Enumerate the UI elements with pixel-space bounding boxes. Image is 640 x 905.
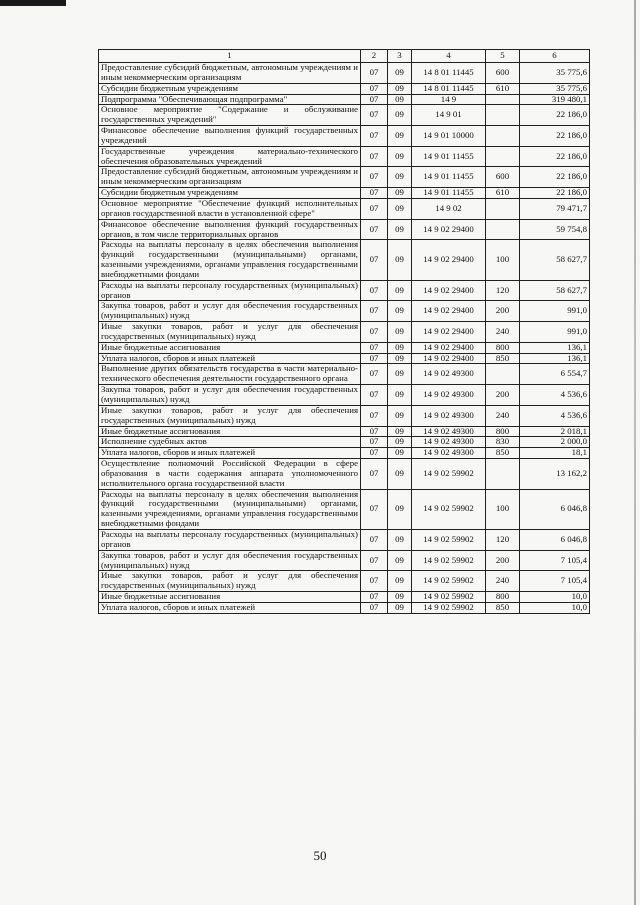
amount-cell: 2 000,0 [520,437,590,448]
section-code-cell: 07 [361,448,388,459]
row-name-cell: Исполнение судебных актов [99,437,361,448]
table-row [99,459,590,490]
header-cell: 5 [486,50,520,63]
table-header-row [99,50,590,63]
amount-cell: 991,0 [520,301,590,322]
expense-type-cell: 120 [486,280,520,301]
amount-cell: 136,1 [520,342,590,353]
subsection-code-cell: 09 [388,105,412,126]
row-name-cell: Расходы на выплаты персоналу государственных (муниципальных) органов [99,529,361,550]
subsection-code-cell: 09 [388,83,412,94]
amount-cell: 58 627,7 [520,240,590,280]
amount-cell: 6 554,7 [520,364,590,385]
section-code-cell: 07 [361,167,388,188]
expense-type-cell: 600 [486,167,520,188]
table-row [99,342,590,353]
row-name-cell: Осуществление полномочий Российской Федерации в сфере образования в части содержания аппарата уполномоченного исполнительного органа государственной власти [99,459,361,490]
section-code-cell: 07 [361,459,388,490]
amount-cell: 6 046,8 [520,529,590,550]
section-code-cell: 07 [361,146,388,167]
target-article-cell: 14 9 02 [412,198,486,219]
section-code-cell: 07 [361,94,388,105]
table-row [99,94,590,105]
table-row [99,280,590,301]
table-row [99,405,590,426]
row-name-cell: Иные закупки товаров, работ и услуг для обеспечения государственных (муниципальных) нужд [99,571,361,592]
page-number: 50 [313,848,327,863]
amount-cell: 4 536,6 [520,405,590,426]
table-row [99,437,590,448]
expense-type-cell [486,219,520,240]
row-name-cell: Иные бюджетные ассигнования [99,592,361,603]
section-code-cell: 07 [361,322,388,343]
target-article-cell: 14 9 02 29400 [412,322,486,343]
budget-table [98,49,590,614]
table-row [99,219,590,240]
amount-cell: 4 536,6 [520,385,590,406]
table-row [99,240,590,280]
amount-cell: 35 775,6 [520,83,590,94]
subsection-code-cell: 09 [388,353,412,364]
expense-type-cell: 200 [486,301,520,322]
header-cell: 4 [412,50,486,63]
section-code-cell: 07 [361,63,388,84]
table-row [99,592,590,603]
amount-cell: 6 046,8 [520,489,590,529]
expense-type-cell: 100 [486,489,520,529]
amount-cell: 22 186,0 [520,188,590,199]
section-code-cell: 07 [361,353,388,364]
subsection-code-cell: 09 [388,571,412,592]
table-row [99,63,590,84]
target-article-cell: 14 9 02 59902 [412,529,486,550]
row-name-cell: Государственные учреждения материально-технического обеспечения образовательных учреждений [99,146,361,167]
row-name-cell: Расходы на выплаты персоналу в целях обеспечения выполнения функций государственными (муниципальными) органами, казенными учреждениями, органами управления государственными внебюджетными фондами [99,240,361,280]
subsection-code-cell: 09 [388,529,412,550]
expense-type-cell: 830 [486,437,520,448]
table-row [99,426,590,437]
target-article-cell: 14 9 02 59902 [412,489,486,529]
expense-type-cell: 610 [486,188,520,199]
table-row [99,126,590,147]
target-article-cell: 14 9 02 49300 [412,426,486,437]
row-name-cell: Иные бюджетные ассигнования [99,342,361,353]
section-code-cell: 07 [361,219,388,240]
section-code-cell: 07 [361,550,388,571]
section-code-cell: 07 [361,364,388,385]
subsection-code-cell: 09 [388,385,412,406]
subsection-code-cell: 09 [388,322,412,343]
section-code-cell: 07 [361,529,388,550]
table-row [99,448,590,459]
expense-type-cell: 240 [486,405,520,426]
table-row [99,322,590,343]
header-cell: 1 [99,50,361,63]
expense-type-cell: 850 [486,602,520,613]
expense-type-cell [486,146,520,167]
section-code-cell: 07 [361,437,388,448]
expense-type-cell [486,459,520,490]
amount-cell: 13 162,2 [520,459,590,490]
header-cell: 3 [388,50,412,63]
table-row [99,167,590,188]
section-code-cell: 07 [361,240,388,280]
amount-cell: 22 186,0 [520,167,590,188]
section-code-cell: 07 [361,280,388,301]
section-code-cell: 07 [361,385,388,406]
expense-type-cell: 850 [486,353,520,364]
subsection-code-cell: 09 [388,437,412,448]
subsection-code-cell: 09 [388,188,412,199]
section-code-cell: 07 [361,301,388,322]
section-code-cell: 07 [361,126,388,147]
amount-cell: 22 186,0 [520,146,590,167]
expense-type-cell: 200 [486,385,520,406]
header-cell: 6 [520,50,590,63]
row-name-cell: Закупка товаров, работ и услуг для обеспечения государственных (муниципальных) нужд [99,550,361,571]
subsection-code-cell: 09 [388,63,412,84]
row-name-cell: Предоставление субсидий бюджетным, автономным учреждениям и иным некоммерческим организациям [99,167,361,188]
section-code-cell: 07 [361,602,388,613]
table-row [99,602,590,613]
subsection-code-cell: 09 [388,489,412,529]
subsection-code-cell: 09 [388,146,412,167]
target-article-cell: 14 9 02 29400 [412,301,486,322]
expense-type-cell: 800 [486,426,520,437]
target-article-cell: 14 9 02 49300 [412,448,486,459]
table-row [99,83,590,94]
subsection-code-cell: 09 [388,198,412,219]
subsection-code-cell: 09 [388,301,412,322]
row-name-cell: Закупка товаров, работ и услуг для обеспечения государственных (муниципальных) нужд [99,301,361,322]
target-article-cell: 14 9 02 49300 [412,385,486,406]
subsection-code-cell: 09 [388,126,412,147]
row-name-cell: Уплата налогов, сборов и иных платежей [99,602,361,613]
row-name-cell: Закупка товаров, работ и услуг для обеспечения государственных (муниципальных) нужд [99,385,361,406]
target-article-cell: 14 9 01 [412,105,486,126]
subsection-code-cell: 09 [388,342,412,353]
table-row [99,550,590,571]
subsection-code-cell: 09 [388,592,412,603]
subsection-code-cell: 09 [388,459,412,490]
target-article-cell: 14 8 01 11445 [412,83,486,94]
table-row [99,188,590,199]
subsection-code-cell: 09 [388,426,412,437]
scan-corner-mark [0,0,66,6]
header-cell: 2 [361,50,388,63]
amount-cell: 79 471,7 [520,198,590,219]
subsection-code-cell: 09 [388,550,412,571]
amount-cell: 136,1 [520,353,590,364]
section-code-cell: 07 [361,188,388,199]
section-code-cell: 07 [361,105,388,126]
target-article-cell: 14 9 02 29400 [412,219,486,240]
amount-cell: 10,0 [520,592,590,603]
expense-type-cell [486,364,520,385]
target-article-cell: 14 9 02 49300 [412,405,486,426]
target-article-cell: 14 9 02 29400 [412,240,486,280]
row-name-cell: Уплата налогов, сборов и иных платежей [99,448,361,459]
table-row [99,489,590,529]
row-name-cell: Предоставление субсидий бюджетным, автономным учреждениям и иным некоммерческим организациям [99,63,361,84]
target-article-cell: 14 9 01 10000 [412,126,486,147]
table-row [99,146,590,167]
target-article-cell: 14 9 02 49300 [412,437,486,448]
amount-cell: 22 186,0 [520,126,590,147]
row-name-cell: Основное мероприятие "Обеспечение функций исполнительных органов государственной власти в установленной сфере" [99,198,361,219]
table-row [99,385,590,406]
row-name-cell: Иные закупки товаров, работ и услуг для обеспечения государственных (муниципальных) нужд [99,405,361,426]
subsection-code-cell: 09 [388,602,412,613]
section-code-cell: 07 [361,426,388,437]
amount-cell: 7 105,4 [520,550,590,571]
subsection-code-cell: 09 [388,94,412,105]
table-row [99,364,590,385]
expense-type-cell: 610 [486,83,520,94]
target-article-cell: 14 9 02 59902 [412,592,486,603]
expense-type-cell: 800 [486,342,520,353]
expense-type-cell [486,105,520,126]
expense-type-cell: 200 [486,550,520,571]
subsection-code-cell: 09 [388,280,412,301]
section-code-cell: 07 [361,405,388,426]
amount-cell: 35 775,6 [520,63,590,84]
row-name-cell: Выполнение других обязательств государства в части материально-технического обеспечения деятельности государственного органа [99,364,361,385]
section-code-cell: 07 [361,198,388,219]
target-article-cell: 14 9 02 29400 [412,280,486,301]
amount-cell: 991,0 [520,322,590,343]
row-name-cell: Иные бюджетные ассигнования [99,426,361,437]
row-name-cell: Субсидии бюджетным учреждениям [99,188,361,199]
subsection-code-cell: 09 [388,167,412,188]
amount-cell: 22 186,0 [520,105,590,126]
amount-cell: 7 105,4 [520,571,590,592]
amount-cell: 59 754,8 [520,219,590,240]
scan-edge-shadow [634,0,636,905]
subsection-code-cell: 09 [388,405,412,426]
subsection-code-cell: 09 [388,219,412,240]
row-name-cell: Подпрограмма "Обеспечивающая подпрограмма" [99,94,361,105]
target-article-cell: 14 9 02 59902 [412,571,486,592]
target-article-cell: 14 9 02 29400 [412,342,486,353]
subsection-code-cell: 09 [388,364,412,385]
table-row [99,301,590,322]
row-name-cell: Финансовое обеспечение выполнения функций государственных органов, в том числе территориальных органов [99,219,361,240]
target-article-cell: 14 9 02 59902 [412,459,486,490]
expense-type-cell: 240 [486,571,520,592]
subsection-code-cell: 09 [388,240,412,280]
section-code-cell: 07 [361,592,388,603]
section-code-cell: 07 [361,83,388,94]
target-article-cell: 14 9 01 11455 [412,188,486,199]
expense-type-cell [486,126,520,147]
row-name-cell: Основное мероприятие "Содержание и обслуживание государственных учреждений" [99,105,361,126]
target-article-cell: 14 9 01 11455 [412,167,486,188]
amount-cell: 10,0 [520,602,590,613]
target-article-cell: 14 9 01 11455 [412,146,486,167]
expense-type-cell: 240 [486,322,520,343]
table-row [99,198,590,219]
row-name-cell: Расходы на выплаты персоналу в целях обеспечения выполнения функций государственными (муниципальными) органами, казенными учреждениями, органами управления государственными внебюджетными фондами [99,489,361,529]
section-code-cell: 07 [361,489,388,529]
row-name-cell: Иные закупки товаров, работ и услуг для обеспечения государственных (муниципальных) нужд [99,322,361,343]
row-name-cell: Финансовое обеспечение выполнения функций государственных учреждений [99,126,361,147]
expense-type-cell: 600 [486,63,520,84]
table-row [99,353,590,364]
amount-cell: 319 480,1 [520,94,590,105]
expense-type-cell [486,94,520,105]
target-article-cell: 14 9 02 59902 [412,602,486,613]
row-name-cell: Уплата налогов, сборов и иных платежей [99,353,361,364]
expense-type-cell: 120 [486,529,520,550]
expense-type-cell: 800 [486,592,520,603]
expense-type-cell [486,198,520,219]
subsection-code-cell: 09 [388,448,412,459]
target-article-cell: 14 9 02 59902 [412,550,486,571]
target-article-cell: 14 8 01 11445 [412,63,486,84]
amount-cell: 18,1 [520,448,590,459]
amount-cell: 2 018,1 [520,426,590,437]
target-article-cell: 14 9 [412,94,486,105]
section-code-cell: 07 [361,342,388,353]
target-article-cell: 14 9 02 49300 [412,364,486,385]
amount-cell: 58 627,7 [520,280,590,301]
row-name-cell: Субсидии бюджетным учреждениям [99,83,361,94]
table-row [99,529,590,550]
table-row [99,571,590,592]
expense-type-cell: 100 [486,240,520,280]
table-row [99,105,590,126]
expense-type-cell: 850 [486,448,520,459]
section-code-cell: 07 [361,571,388,592]
row-name-cell: Расходы на выплаты персоналу государственных (муниципальных) органов [99,280,361,301]
target-article-cell: 14 9 02 29400 [412,353,486,364]
